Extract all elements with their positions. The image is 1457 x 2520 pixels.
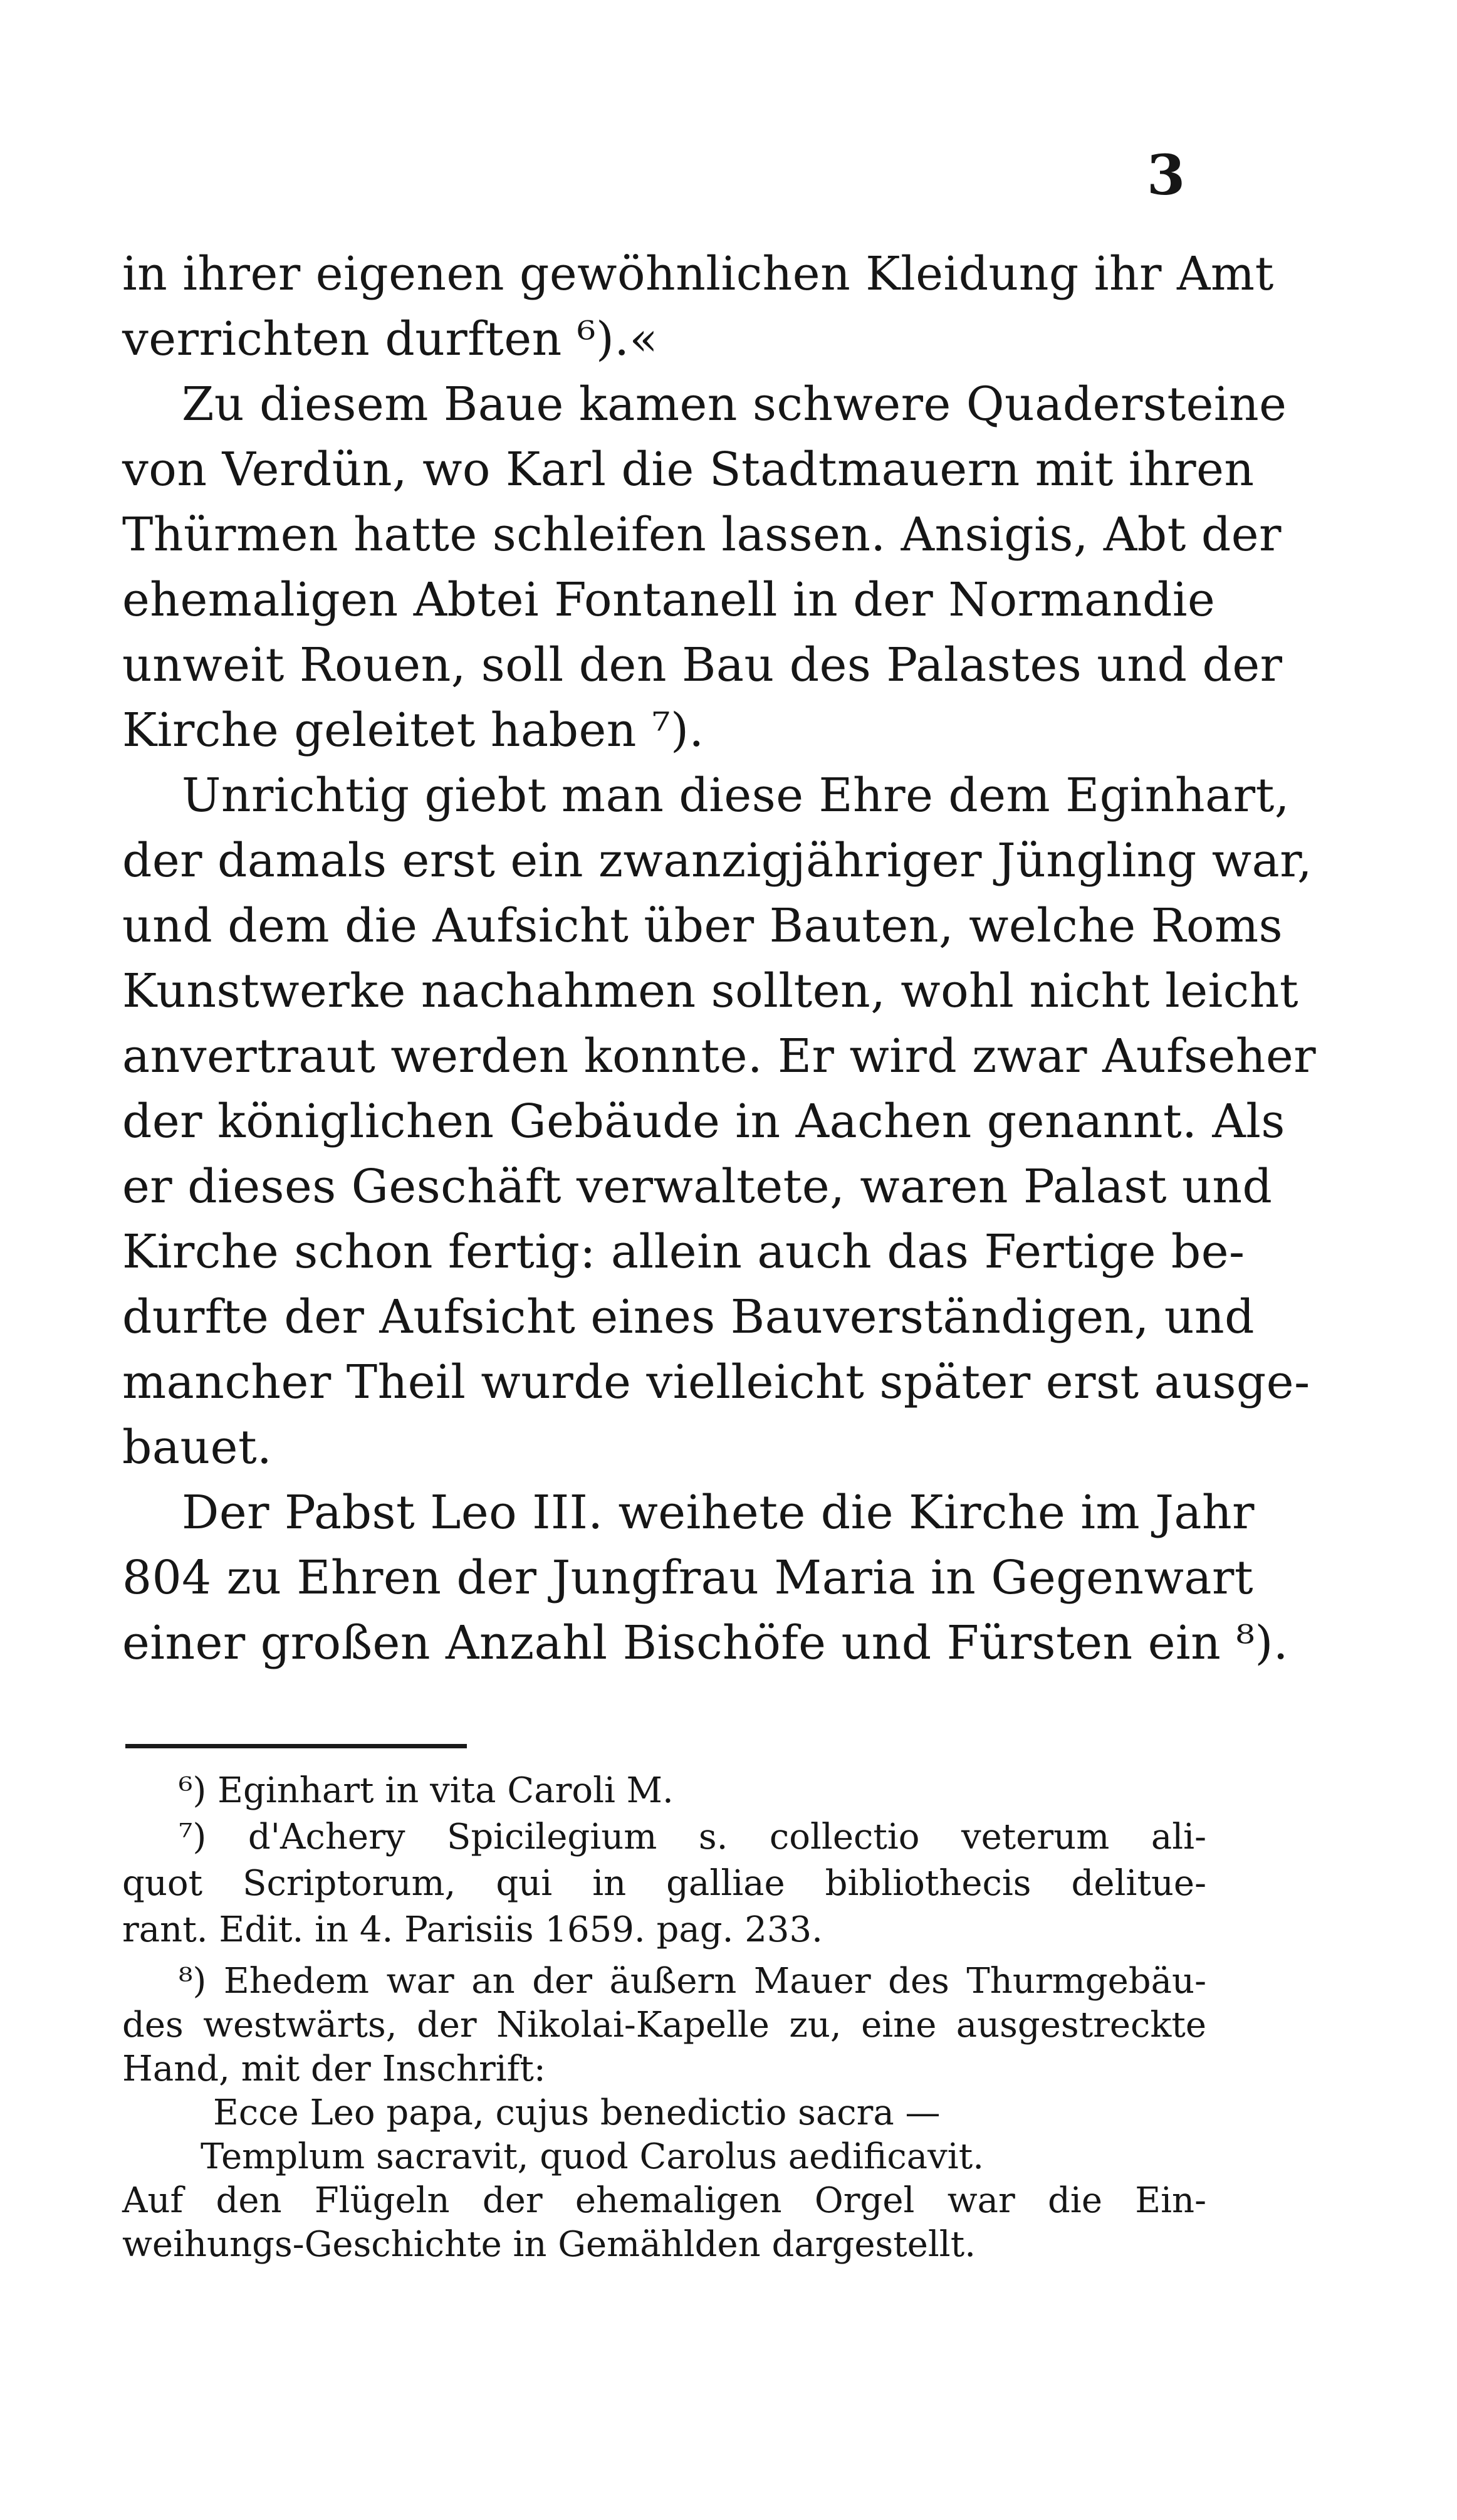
- text-line: Kunstwerke nachahmen sollten, wohl nicht leicht: [122, 964, 1299, 1018]
- footnote-8-line: Auf den Flügeln der ehemaligen Orgel war die Ein-: [122, 2180, 1206, 2221]
- text-line: Der Pabst Leo III. weihete die Kirche im Jahr: [182, 1486, 1255, 1540]
- text-line: durfte der Aufsicht eines Bauverständigen, und: [122, 1290, 1255, 1344]
- footnote-8-line: weihungs-Geschichte in Gemählden dargestellt.: [122, 2224, 976, 2265]
- footnote-8-line: Hand, mit der Inschrift:: [122, 2049, 546, 2089]
- text-line: ehemaligen Abtei Fontanell in der Normandie: [122, 573, 1216, 627]
- text-line: Kirche schon fertig: allein auch das Fertige be-: [122, 1225, 1245, 1279]
- footnote-divider: [125, 1744, 467, 1748]
- text-line: der königlichen Gebäude in Aachen genannt. Als: [122, 1095, 1285, 1148]
- footnote-8-line: des westwärts, der Nikolai-Kapelle zu, eine ausgestreckte: [122, 2005, 1206, 2045]
- text-line: unweit Rouen, soll den Bau des Palastes und der: [122, 638, 1283, 692]
- text-line: 804 zu Ehren der Jungfrau Maria in Gegenwart: [122, 1551, 1254, 1605]
- main-text: [122, 241, 1317, 1676]
- text-line: einer großen Anzahl Bischöfe und Fürsten ein ⁸).: [122, 1616, 1288, 1670]
- text-line: von Verdün, wo Karl die Stadtmauern mit ihren: [122, 443, 1255, 496]
- text-line: in ihrer eigenen gewöhnlichen Kleidung ihr Amt: [122, 247, 1274, 301]
- text-line: Thürmen hatte schleifen lassen. Ansigis, Abt der: [122, 508, 1282, 562]
- inscription-verse: Templum sacravit, quod Carolus aedificavit.: [201, 2136, 984, 2177]
- inscription-verse: Ecce Leo papa, cujus benedictio sacra —: [213, 2092, 941, 2133]
- footnote-7-line: quot Scriptorum, qui in galliae bibliothecis delitue-: [122, 1863, 1206, 1904]
- footnotes: [122, 1768, 1206, 2267]
- page-number: 3: [1147, 142, 1186, 207]
- text-line: bauet.: [122, 1420, 273, 1474]
- text-line: Unrichtig giebt man diese Ehre dem Eginhart,: [182, 769, 1290, 822]
- text-line: Zu diesem Baue kamen schwere Quadersteine: [182, 377, 1287, 431]
- footnote-6: ⁶) Eginhart in vita Caroli M.: [179, 1770, 674, 1811]
- text-line: Kirche geleitet haben ⁷).: [122, 703, 704, 757]
- text-line: der damals erst ein zwanzigjähriger Jüngling war,: [122, 834, 1312, 888]
- footnote-8-line: ⁸) Ehedem war an der äußern Mauer des Thurmgebäu-: [179, 1961, 1206, 2002]
- text-line: anvertraut werden konnte. Er wird zwar Aufseher: [122, 1029, 1317, 1083]
- text-line: er dieses Geschäft verwaltete, waren Palast und: [122, 1160, 1273, 1214]
- text-line: verrichten durften ⁶).«: [122, 312, 659, 366]
- text-line: mancher Theil wurde vielleicht später erst ausge-: [122, 1355, 1310, 1409]
- footnote-7-line: ⁷) d'Achery Spicilegium s. collectio veterum ali-: [179, 1817, 1206, 1857]
- text-line: und dem die Aufsicht über Bauten, welche Roms: [122, 899, 1283, 953]
- footnote-7-line: rant. Edit. in 4. Parisiis 1659. pag. 233.: [122, 1909, 823, 1950]
